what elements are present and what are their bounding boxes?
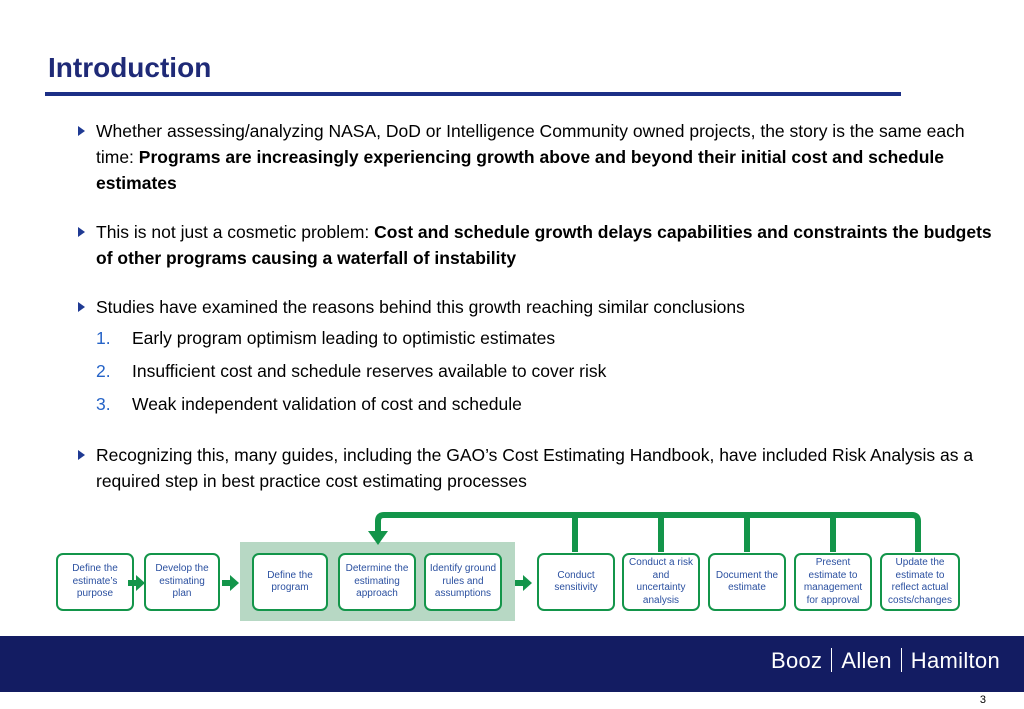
bullet-1-text: Whether assessing/analyzing NASA, DoD or Intelligence Community owned projects, the story is the same each time: [96,121,965,167]
arrow-right-icon [523,575,532,591]
list-item-text: Early program optimism leading to optimistic estimates [132,328,556,348]
step-conduct-sensitivity: Conduct sensitivity [537,553,615,611]
step-present-estimate: Present estimate to management for approval [794,553,872,611]
bullet-1 [74,118,994,196]
bullet-2-text: This is not just a cosmetic problem: [96,222,375,242]
title-underline [45,92,901,96]
company-logo [771,648,1000,674]
page-number: 3 [979,694,986,706]
step-determine-approach: Determine the estimating approach [338,553,416,611]
list-number: 1. [96,328,111,348]
step-develop-plan: Develop the estimating plan [144,553,220,611]
step-risk-analysis: Conduct a risk and uncertainty analysis [622,553,700,611]
bullet-3-text: Studies have examined the reasons behind this growth reaching similar conclusions [96,297,745,317]
bullet-4 [74,442,994,494]
list-number: 2. [96,361,111,381]
bullet-2-bold: Cost and schedule growth delays capabilities and constraints the budgets of other programs causing a waterfall of instability [96,222,992,268]
list-item-text: Insufficient cost and schedule reserves available to cover risk [132,361,607,381]
logo-word: Allen [841,648,892,673]
numbered-list [96,322,994,421]
bullet-list [74,118,994,494]
list-item [96,388,994,421]
list-item [96,355,994,388]
list-item-text: Weak independent validation of cost and schedule [132,394,522,414]
slide-title: Introduction [48,52,212,83]
step-ground-rules: Identify ground rules and assumptions [424,553,502,611]
bullet-3 [74,294,994,320]
logo-word: Booz [771,648,823,673]
logo-divider [901,648,902,672]
step-update-estimate: Update the estimate to reflect actual costs/changes [880,553,960,611]
bullet-4-text: Recognizing this, many guides, including the GAO’s Cost Estimating Handbook, have included Risk Analysis as a required step in best practice cost estimating processes [96,445,974,491]
bullet-arrow-icon [78,227,85,237]
arrow-right-icon [230,575,239,591]
step-define-program: Define the program [252,553,328,611]
bullet-arrow-icon [78,450,85,460]
logo-divider [831,648,832,672]
list-number: 3. [96,394,111,414]
logo-word: Hamilton [910,648,1000,673]
bullet-1-bold: Programs are increasingly experiencing growth above and beyond their initial cost and schedule estimates [96,147,945,193]
step-define-purpose: Define the estimate’s purpose [56,553,134,611]
bullet-2 [74,219,994,271]
bullet-arrow-icon [78,126,85,136]
bullet-arrow-icon [78,302,85,312]
process-flow-diagram [0,505,1024,625]
footer-bar [0,636,1024,692]
list-item [96,322,994,355]
step-document-estimate: Document the estimate [708,553,786,611]
